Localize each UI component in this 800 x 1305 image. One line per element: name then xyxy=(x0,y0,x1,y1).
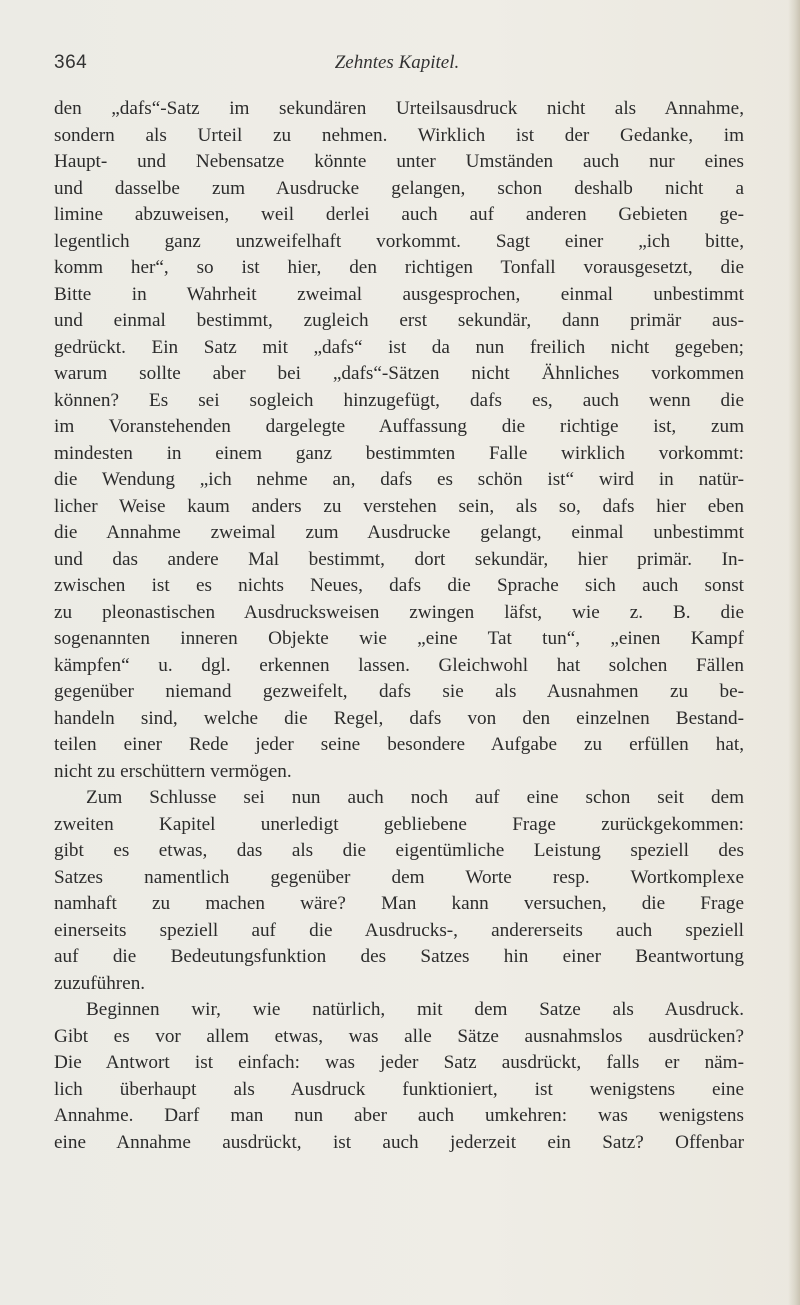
text-line: kämpfen“ u. dgl. erkennen lassen. Gleichwohl hat solchen Fällen xyxy=(54,654,744,676)
text-line: lich überhaupt als Ausdruck funktioniert, ist wenigstens eine xyxy=(54,1078,744,1100)
page-edge-shadow xyxy=(788,0,800,1305)
text-line: zweiten Kapitel unerledigt gebliebene Frage zurückgekommen: xyxy=(54,813,744,835)
running-title: Zehntes Kapitel. xyxy=(334,52,460,73)
text-line: Gibt es vor allem etwas, was alle Sätze ausnahmslos ausdrücken? xyxy=(54,1025,744,1047)
text-line: gegenüber niemand gezweifelt, dafs sie als Ausnahmen zu be- xyxy=(54,681,744,702)
text-line: und dasselbe zum Ausdrucke gelangen, schon deshalb nicht a xyxy=(54,177,744,199)
text-line: Satzes namentlich gegenüber dem Worte resp. Wortkomplexe xyxy=(54,866,744,888)
text-line: komm her“, so ist hier, den richtigen Tonfall vorausgesetzt, die xyxy=(54,257,744,278)
text-line: zu pleonastischen Ausdrucksweisen zwingen läfst, wie z. B. die xyxy=(54,601,744,623)
text-line: namhaft zu machen wäre? Man kann versuchen, die Frage xyxy=(54,893,744,914)
text-line: gedrückt. Ein Satz mit „dafs“ ist da nun freilich nicht gegeben; xyxy=(54,336,744,358)
text-line: Haupt- und Nebensatze könnte unter Umständen auch nur eines xyxy=(54,151,744,172)
text-line: sogenannten inneren Objekte wie „eine Tat tun“, „einen Kampf xyxy=(54,628,744,649)
text-line: Die Antwort ist einfach: was jeder Satz ausdrückt, falls er näm- xyxy=(54,1052,744,1073)
text-line: einerseits speziell auf die Ausdrucks-, andererseits auch speziell xyxy=(54,919,744,941)
text-line: gibt es etwas, das als die eigentümliche Leistung speziell des xyxy=(54,840,744,861)
text-line: zwischen ist es nichts Neues, dafs die Sprache sich auch sonst xyxy=(54,575,744,596)
text-line: nicht zu erschüttern vermögen. xyxy=(54,760,292,782)
text-line: eine Annahme ausdrückt, ist auch jederzeit ein Satz? Offenbar xyxy=(54,1131,744,1153)
body-text xyxy=(54,96,744,1156)
text-line: Annahme. Darf man nun aber auch umkehren: was wenigstens xyxy=(54,1105,744,1126)
page-header xyxy=(54,52,740,82)
text-line: Zum Schlusse sei nun auch noch auf eine schon seit dem xyxy=(86,787,744,808)
text-line: limine abzuweisen, weil derlei auch auf anderen Gebieten ge- xyxy=(54,204,744,225)
text-line: auf die Bedeutungsfunktion des Satzes hin einer Beantwortung xyxy=(54,946,744,967)
text-line: die Wendung „ich nehme an, dafs es schön ist“ wird in natür- xyxy=(54,469,744,490)
text-line: licher Weise kaum anders zu verstehen sein, als so, dafs hier eben xyxy=(54,495,744,517)
text-line: können? Es sei sogleich hinzugefügt, dafs es, auch wenn die xyxy=(54,389,744,411)
text-line: die Annahme zweimal zum Ausdrucke gelangt, einmal unbestimmt xyxy=(54,522,744,543)
text-line: teilen einer Rede jeder seine besondere Aufgabe zu erfüllen hat, xyxy=(54,734,744,755)
text-line: legentlich ganz unzweifelhaft vorkommt. Sagt einer „ich bitte, xyxy=(54,230,744,252)
text-line: zuzuführen. xyxy=(54,972,146,994)
text-line: und das andere Mal bestimmt, dort sekundär, hier primär. In- xyxy=(54,548,744,570)
text-line: im Voranstehenden dargelegte Auffassung die richtige ist, zum xyxy=(54,416,744,437)
text-line: Bitte in Wahrheit zweimal ausgesprochen, einmal unbestimmt xyxy=(54,283,744,305)
text-line: handeln sind, welche die Regel, dafs von den einzelnen Bestand- xyxy=(54,707,744,729)
text-line: Beginnen wir, wie natürlich, mit dem Satze als Ausdruck. xyxy=(86,999,744,1020)
text-line: warum sollte aber bei „dafs“-Sätzen nicht Ähnliches vorkommen xyxy=(54,363,744,384)
text-line: und einmal bestimmt, zugleich erst sekundär, dann primär aus- xyxy=(54,310,744,331)
text-line: sondern als Urteil zu nehmen. Wirklich ist der Gedanke, im xyxy=(54,124,744,146)
text-line: den „dafs“-Satz im sekundären Urteilsausdruck nicht als Annahme, xyxy=(54,98,744,119)
text-line: mindesten in einem ganz bestimmten Falle wirklich vorkommt: xyxy=(54,442,744,464)
page-number: 364 xyxy=(54,52,88,73)
